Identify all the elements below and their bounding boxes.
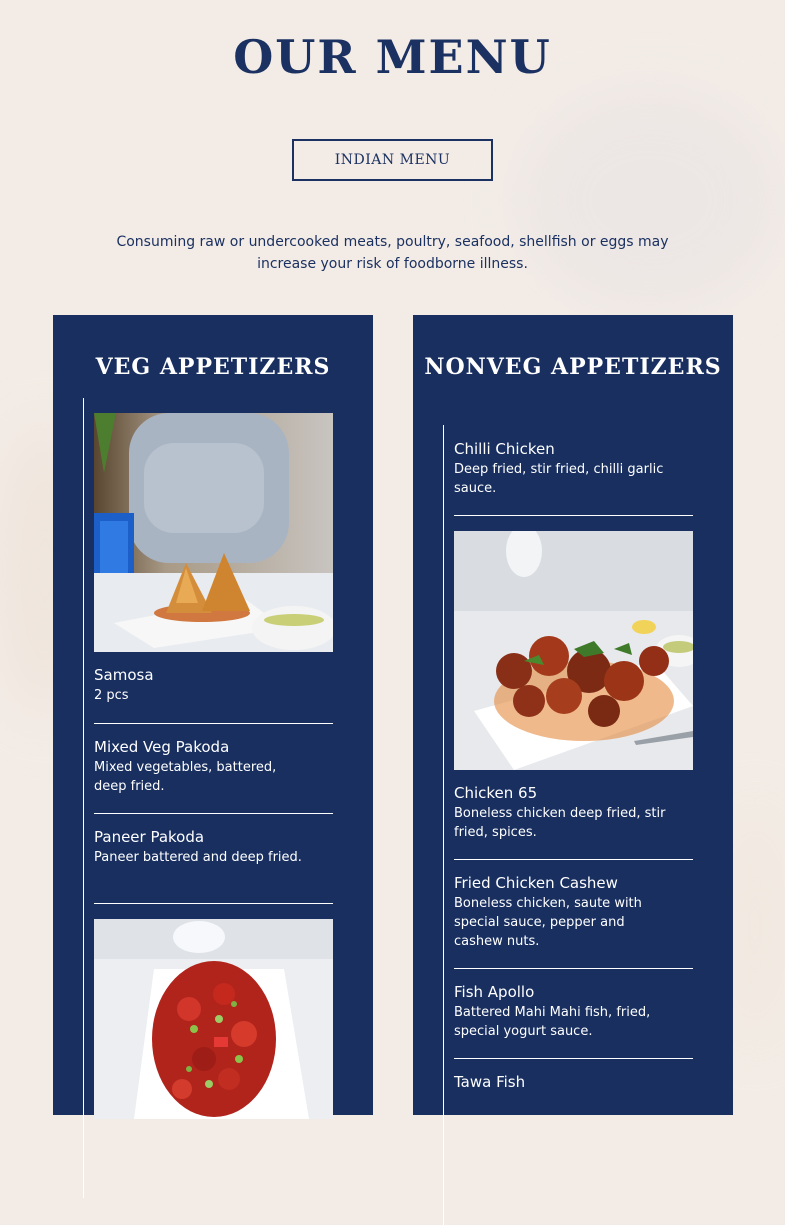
item-description: Boneless chicken deep fried, stir fried, spices. xyxy=(454,806,666,840)
background-blur xyxy=(520,90,780,310)
item-name: Fried Chicken Cashew xyxy=(454,874,618,892)
item-separator xyxy=(454,1058,693,1059)
item-name: Samosa xyxy=(94,666,154,684)
item-separator xyxy=(94,813,333,814)
nonveg-appetizers-panel xyxy=(413,315,733,1115)
item-separator xyxy=(454,515,693,516)
menu-item-paneer-pakoda xyxy=(94,827,333,867)
item-description: Mixed vegetables, battered, deep fried. xyxy=(94,760,277,794)
menu-item-chilli-chicken xyxy=(454,439,693,498)
item-separator xyxy=(454,859,693,860)
menu-item-chicken-65 xyxy=(454,783,693,842)
item-description: 2 pcs xyxy=(94,688,129,703)
nonveg-section-title: NONVEG APPETIZERS xyxy=(424,354,722,380)
item-name: Mixed Veg Pakoda xyxy=(94,738,230,756)
chilli-paneer-photo xyxy=(94,919,333,1119)
menu-item-fish-apollo xyxy=(454,982,693,1041)
page-title: OUR MENU xyxy=(233,30,552,84)
item-description: Battered Mahi Mahi fish, fried, special yogurt sauce. xyxy=(454,1005,651,1039)
divider-line xyxy=(83,398,84,1198)
item-name: Fish Apollo xyxy=(454,983,535,1001)
item-name: Tawa Fish xyxy=(454,1073,526,1091)
item-separator xyxy=(94,903,333,904)
item-description: Deep fried, stir fried, chilli garlic sauce. xyxy=(454,462,664,496)
menu-item-mixed-veg-pakoda xyxy=(94,737,333,796)
menu-item-samosa xyxy=(94,665,333,705)
item-name: Chilli Chicken xyxy=(454,440,555,458)
item-name: Chicken 65 xyxy=(454,784,538,802)
chicken-65-photo xyxy=(454,531,693,770)
item-description: Boneless chicken, saute with special sauce, pepper and cashew nuts. xyxy=(454,896,642,949)
food-safety-notice: Consuming raw or undercooked meats, poultry, seafood, shellfish or eggs may increase your risk of foodborne illness. xyxy=(116,234,669,272)
item-description: Paneer battered and deep fried. xyxy=(94,850,302,865)
item-name: Paneer Pakoda xyxy=(94,828,205,846)
menu-item-fried-chicken-cashew xyxy=(454,873,693,951)
item-separator xyxy=(94,723,333,724)
veg-section-title: VEG APPETIZERS xyxy=(95,354,331,380)
divider-line xyxy=(443,425,444,1225)
menu-item-tawa-fish xyxy=(454,1072,693,1093)
veg-appetizers-panel xyxy=(53,315,373,1115)
indian-menu-button[interactable]: INDIAN MENU xyxy=(292,139,493,181)
item-separator xyxy=(454,968,693,969)
samosa-photo xyxy=(94,413,333,652)
